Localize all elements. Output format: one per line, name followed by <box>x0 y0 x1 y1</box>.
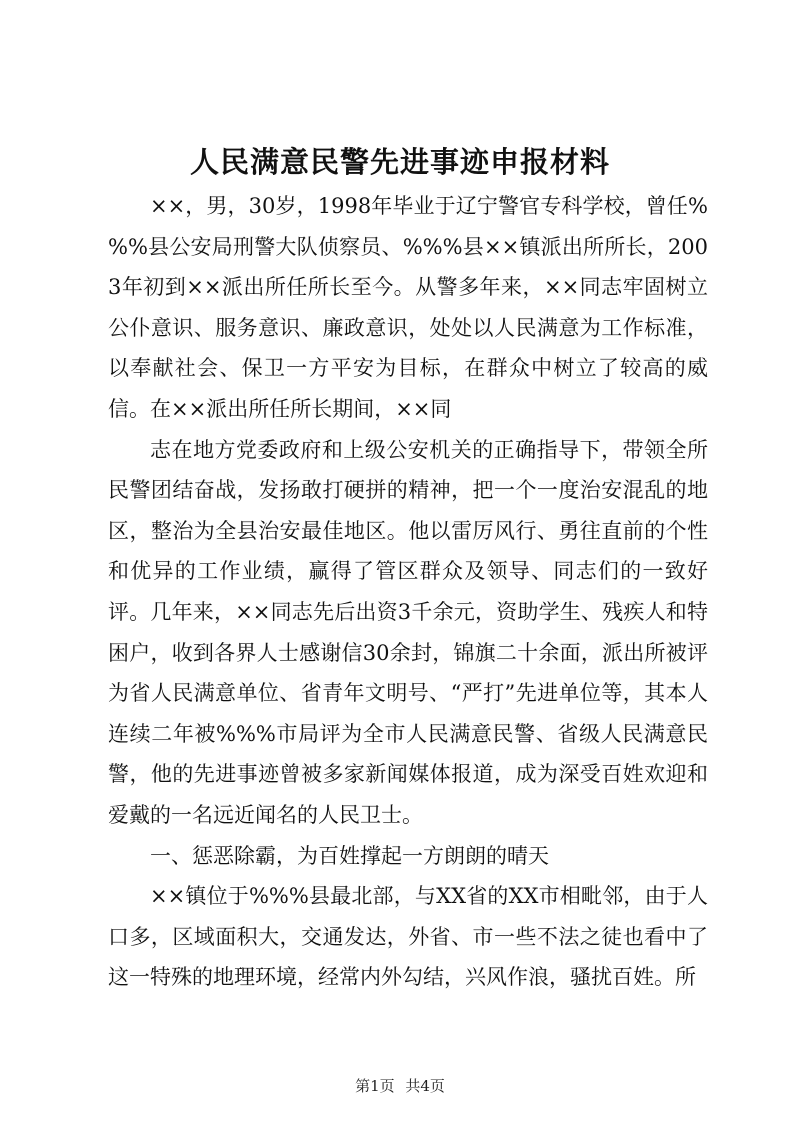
document-title: 人民满意民警先进事迹申报材料 <box>189 145 610 179</box>
paragraph-intro: ××，男，30岁，1998年毕业于辽宁警官专科学校，曾任%%%县公安局刑警大队侦察员、%%%县××镇派出所所长，2003年初到××派出所任所长至今。从警多年来，××同志牢固树立公仆意识、服务意识、廉政意识，处处以人民满意为工作标准，以奉献社会、保卫一方平安为目标，在群众中树立了较高的威信。在××派出所任所长期间，××同 <box>108 194 708 421</box>
page-total: 共4页 <box>405 1077 445 1095</box>
section-heading-1: 一、惩恶除霸，为百姓撑起一方朗朗的晴天 <box>150 843 549 868</box>
document-body <box>108 186 708 998</box>
page-footer <box>0 1076 800 1096</box>
paragraph-section-1: ××镇位于%%%县最北部，与XX省的XX市相毗邻，由于人口多，区域面积大，交通发达，外省、市一些不法之徒也看中了这一特殊的地理环境，经常内外勾结，兴风作浪，骚扰百姓。所 <box>108 884 708 990</box>
paragraph-achievements: 志在地方党委政府和上级公安机关的正确指导下，带领全所民警团结奋战，发扬敢打硬拼的精神，把一个一度治安混乱的地区，整治为全县治安最佳地区。他以雷厉风行、勇往直前的个性和优异的工作业绩，赢得了管区群众及领导、同志们的一致好评。几年来，××同志先后出资3千余元，资助学生、残疾人和特困户，收到各界人士感谢信30余封，锦旗二十余面，派出所被评为省人民满意单位、省青年文明号、“严打”先进单位等，其本人连续二年被%%%市局评为全市人民满意民警、省级人民满意民警，他的先进事迹曾被多家新闻媒体报道，成为深受百姓欢迎和爱戴的一名远近闻名的人民卫士。 <box>108 437 708 827</box>
page-number: 第1页 <box>355 1077 395 1095</box>
